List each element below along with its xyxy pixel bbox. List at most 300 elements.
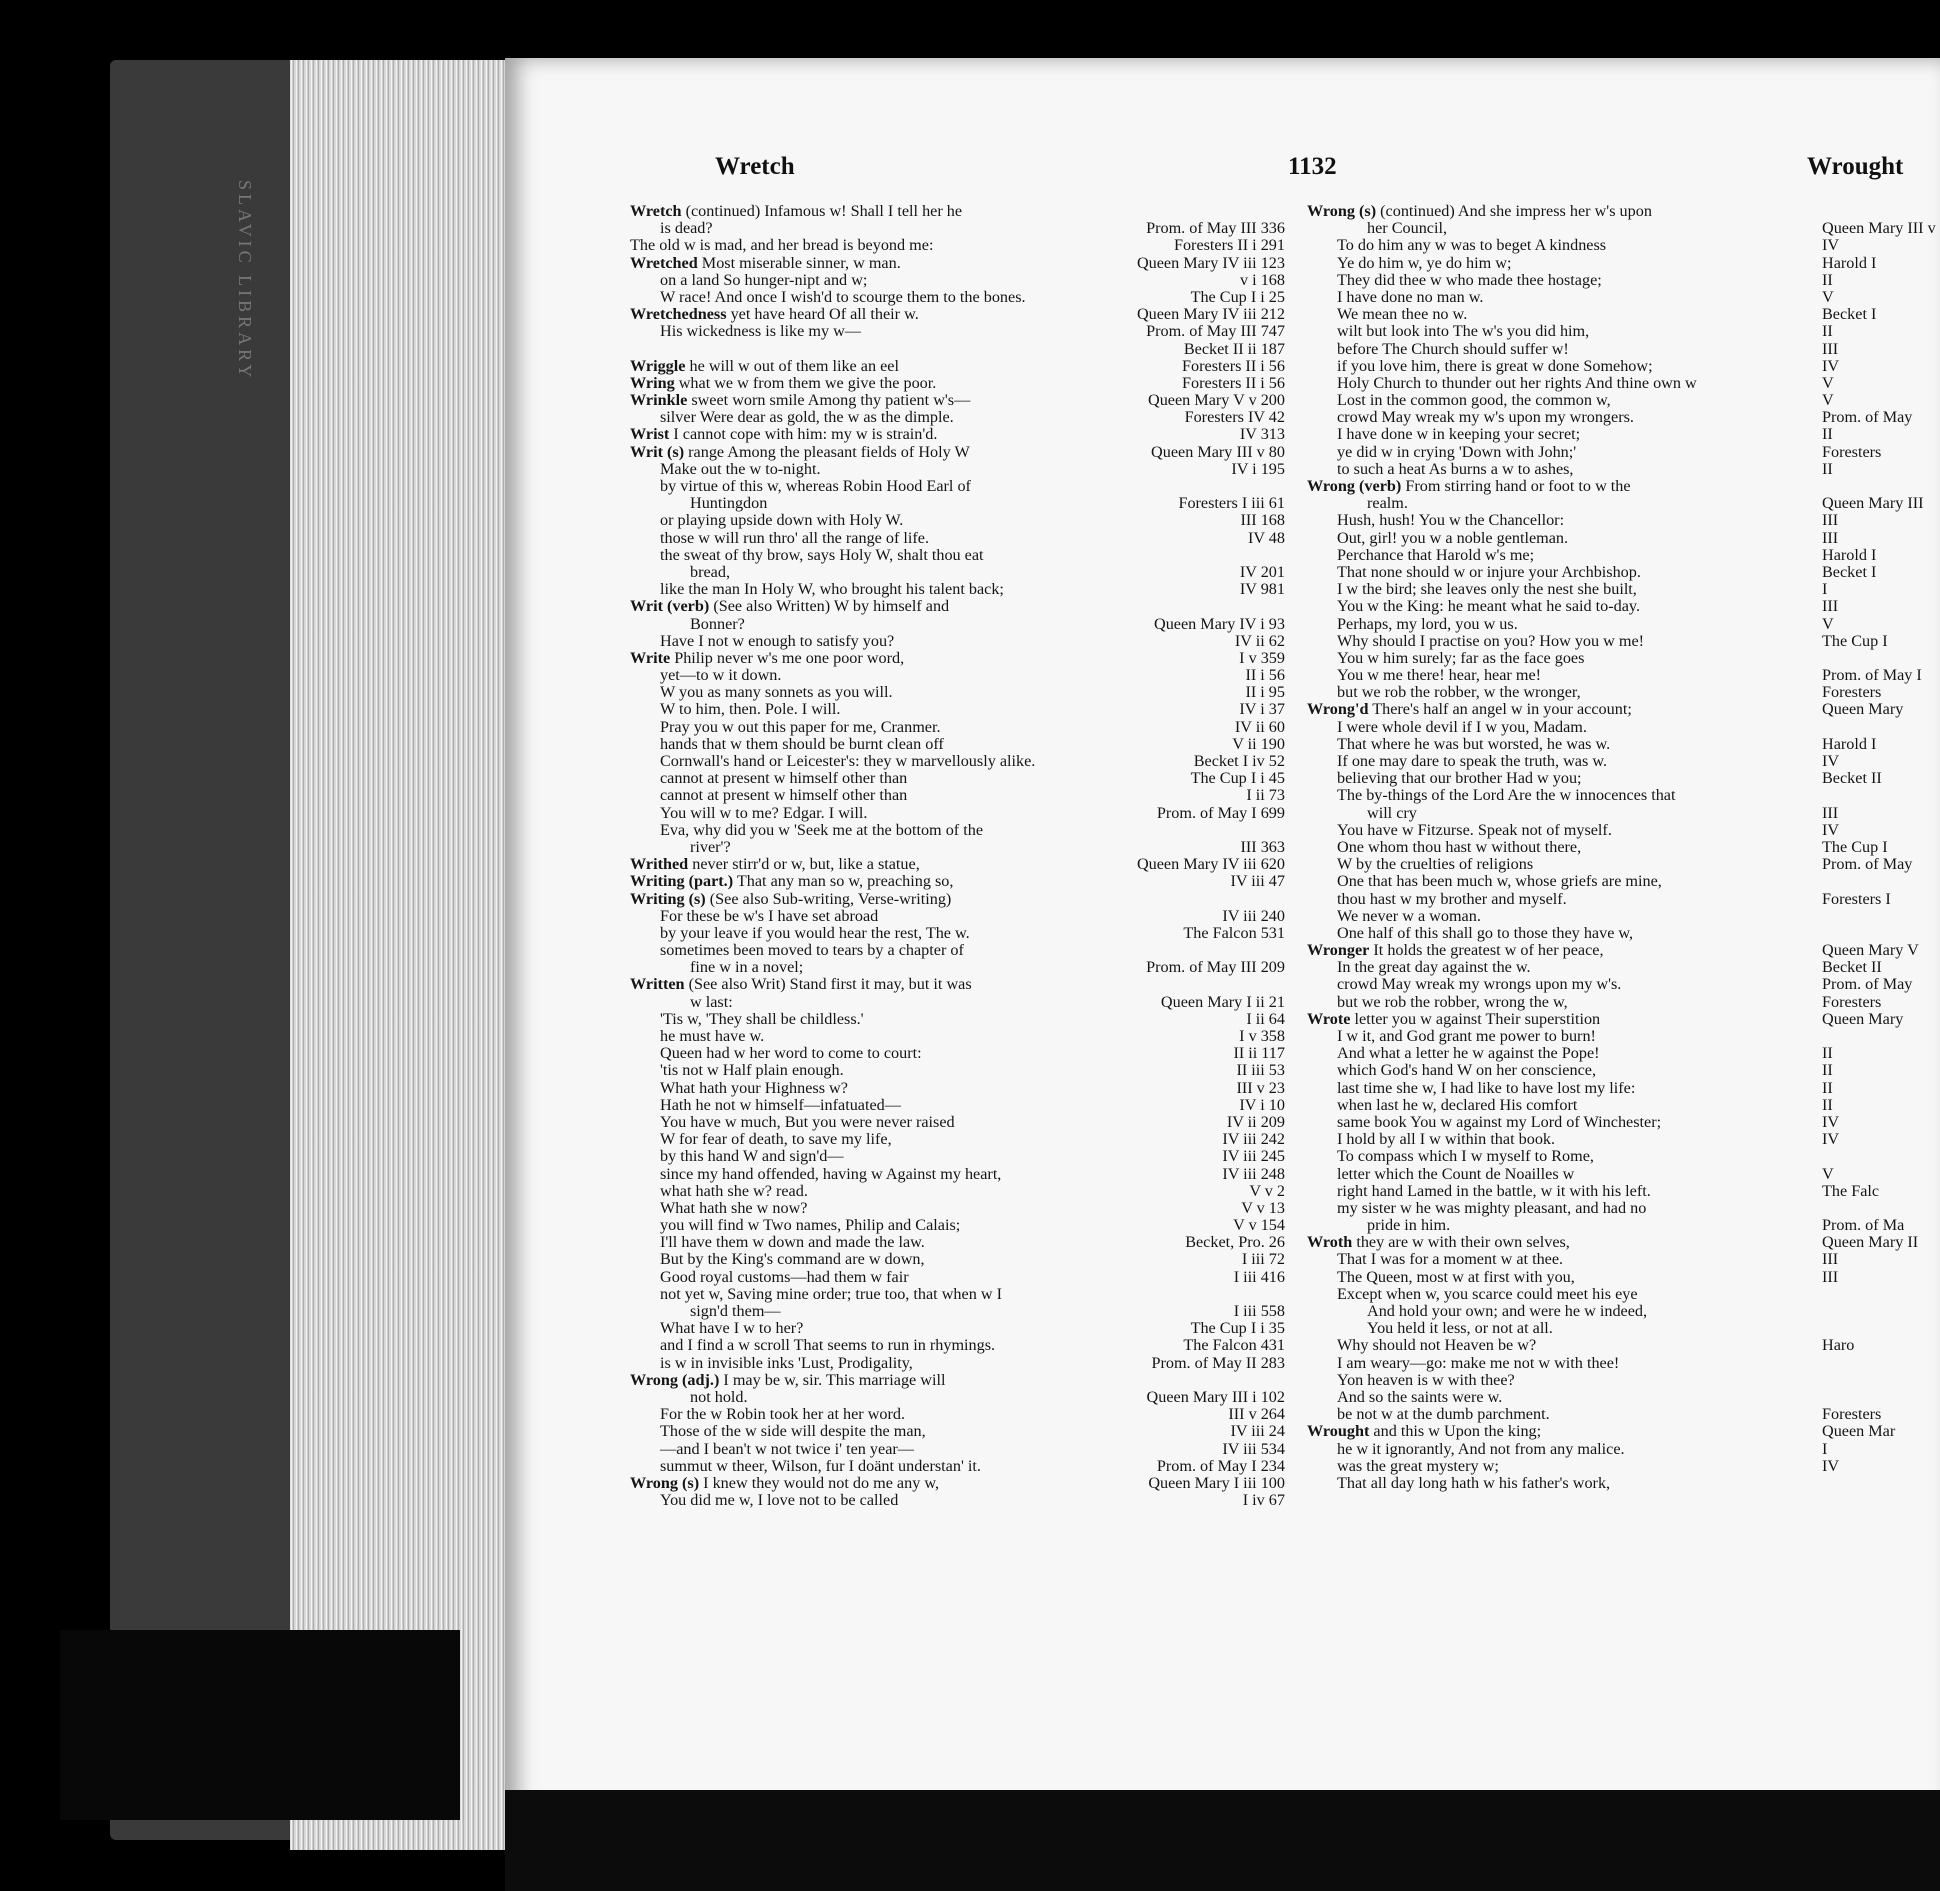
citation-reference: IV i 37 — [1239, 700, 1285, 719]
quotation: fine w in a novel; — [690, 958, 804, 977]
quotation: by virtue of this w, whereas Robin Hood Earl of — [660, 477, 971, 495]
citation-reference: Foresters II i 291 — [1173, 236, 1285, 255]
entry-text — [1337, 1269, 1575, 1286]
entry-line — [1307, 787, 1940, 804]
entry-line — [1307, 220, 1940, 237]
citation-reference: II — [1822, 1078, 1833, 1097]
quotation: is dead? — [660, 219, 713, 238]
citation-reference: Becket, Pro. 26 — [1185, 1233, 1285, 1252]
entry-line — [630, 203, 1285, 220]
entry-line — [630, 736, 1285, 753]
page-header — [505, 153, 1940, 193]
entry-text — [630, 203, 962, 220]
entry-line — [630, 237, 1285, 254]
entry-line — [1307, 306, 1940, 323]
entry-text — [630, 306, 919, 323]
entry-text — [1367, 805, 1417, 822]
entry-text — [660, 1045, 922, 1062]
headword: Wretchedness — [630, 305, 727, 324]
entry-text — [660, 1406, 905, 1423]
entry-text — [660, 409, 954, 426]
entry-line — [630, 426, 1285, 443]
citation-reference: The Cup I i 45 — [1190, 769, 1285, 788]
quotation: pride in him. — [1367, 1216, 1451, 1235]
quotation: One half of this shall go to those they have w, — [1337, 923, 1634, 942]
entry-line — [630, 220, 1285, 237]
entry-text — [660, 701, 840, 718]
entry-text — [660, 1062, 844, 1079]
quotation: —and I bean't w not twice i' ten year— — [660, 1439, 914, 1458]
quotation: We mean thee no w. — [1337, 305, 1468, 324]
spine-label: SLAVIC LIBRARY — [235, 180, 255, 382]
entry-text — [1307, 1423, 1541, 1440]
entry-line — [630, 461, 1285, 478]
quotation: The by-things of the Lord Are the w innocences that — [1337, 786, 1676, 805]
entry-text — [1367, 220, 1447, 237]
quotation: her Council, — [1367, 219, 1448, 238]
citation-reference: I — [1822, 1439, 1828, 1458]
quotation: he will w out of them like an eel — [689, 356, 899, 375]
citation-reference: I iii 558 — [1233, 1302, 1285, 1320]
entry-text — [1337, 1097, 1577, 1114]
entry-line — [1307, 1114, 1940, 1131]
citation-reference: IV ii 60 — [1234, 717, 1285, 736]
entry-line — [630, 1011, 1285, 1028]
citation-reference: Queen Mary III v — [1822, 219, 1936, 238]
citation-reference: Harold I — [1822, 734, 1877, 753]
entry-text — [1337, 667, 1541, 684]
quotation: what hath she w? read. — [660, 1181, 808, 1200]
entry-text — [660, 736, 944, 753]
entry-line — [1307, 1148, 1940, 1165]
quotation: sometimes been moved to tears by a chapter of — [660, 941, 964, 960]
entry-text — [660, 1234, 925, 1251]
citation-reference: Queen Mary I iii 100 — [1148, 1473, 1285, 1492]
quotation: The Queen, most w at first with you, — [1337, 1267, 1575, 1286]
entry-line — [1307, 616, 1940, 633]
entry-text — [660, 805, 867, 822]
entry-line — [630, 684, 1285, 701]
entry-line — [1307, 1372, 1940, 1389]
entry-line — [1307, 1200, 1940, 1217]
entry-text — [630, 426, 937, 443]
citation-reference: Becket I — [1822, 562, 1877, 581]
citation-reference: Queen Mar — [1822, 1422, 1896, 1441]
citation-reference: III 168 — [1240, 511, 1285, 530]
entry-text — [1337, 512, 1564, 529]
quotation: (See also Writ) Stand first it may, but it was — [688, 975, 972, 994]
quotation: Bonner? — [690, 614, 745, 633]
citation-reference: IV — [1822, 820, 1840, 839]
citation-reference: II — [1822, 322, 1833, 341]
citation-reference: IV 313 — [1239, 425, 1285, 444]
entry-line — [1307, 942, 1940, 959]
citation-reference: IV iii 24 — [1230, 1422, 1285, 1441]
entry-line — [630, 1337, 1285, 1354]
header-left-word: Wretch — [715, 153, 795, 180]
quotation: or playing upside down with Holy W. — [660, 511, 904, 530]
citation-reference: I iii 72 — [1241, 1250, 1285, 1269]
headword: Wrinkle — [630, 391, 688, 410]
headword: Writhed — [630, 855, 689, 874]
quotation: my sister w he was mighty pleasant, and had no — [1337, 1198, 1647, 1217]
citation-reference: III — [1822, 339, 1839, 358]
entry-text — [660, 1337, 995, 1354]
entry-line — [630, 1372, 1285, 1389]
citation-reference: Prom. of May III 209 — [1146, 958, 1285, 977]
citation-reference: Prom. of May II 283 — [1151, 1353, 1285, 1372]
headword: Wroth — [1307, 1233, 1353, 1252]
entry-line — [1307, 1166, 1940, 1183]
entry-text — [690, 839, 731, 856]
entry-text — [1307, 478, 1631, 495]
entry-line — [1307, 1045, 1940, 1062]
entry-line — [1307, 736, 1940, 753]
entry-line — [630, 1251, 1285, 1268]
entry-line — [1307, 753, 1940, 770]
entry-line — [630, 1097, 1285, 1114]
entry-line — [1307, 873, 1940, 890]
citation-reference: Queen Mary III — [1822, 494, 1924, 513]
entry-line — [1307, 650, 1940, 667]
entry-text — [630, 392, 970, 409]
quotation: he w it ignorantly, And not from any malice. — [1337, 1439, 1625, 1458]
entry-text — [1337, 891, 1567, 908]
entry-line — [630, 787, 1285, 804]
quotation: You have w much, But you were never raised — [660, 1112, 955, 1131]
quotation: range Among the pleasant fields of Holy W — [688, 442, 970, 461]
entry-line — [1307, 530, 1940, 547]
quotation: but we rob the robber, w the wronger, — [1337, 683, 1581, 702]
citation-reference: The Cup I i 35 — [1190, 1319, 1285, 1338]
quotation: What have I w to her? — [660, 1319, 804, 1338]
entry-line — [1307, 392, 1940, 409]
citation-reference: Foresters — [1822, 442, 1882, 461]
citation-reference: IV — [1822, 1456, 1840, 1475]
entry-line — [1307, 1320, 1940, 1337]
headword: Wring — [630, 373, 675, 392]
entry-text — [630, 375, 936, 392]
citation-reference: V ii 190 — [1232, 734, 1285, 753]
citation-reference: Queen Mary IV iii 123 — [1136, 253, 1285, 272]
entry-line — [1307, 1097, 1940, 1114]
entry-text — [1337, 1114, 1661, 1131]
citation-reference: Queen Mary III i 102 — [1146, 1387, 1285, 1406]
citation-reference: III — [1822, 1267, 1839, 1286]
entry-line — [1307, 495, 1940, 512]
citation-reference: IV iii 240 — [1222, 906, 1285, 925]
quotation: W for fear of death, to save my life, — [660, 1130, 892, 1149]
entry-line — [630, 1217, 1285, 1234]
quotation: cannot at present w himself other than — [660, 786, 908, 805]
entry-text — [660, 908, 878, 925]
entry-text — [660, 220, 713, 237]
citation-reference: I v 358 — [1239, 1027, 1285, 1045]
headword: Wrong (s) — [1307, 202, 1377, 220]
entry-line — [1307, 1286, 1940, 1303]
entry-line — [1307, 341, 1940, 358]
quotation: I am weary—go: make me not w with thee! — [1337, 1353, 1620, 1372]
citation-reference: Queen Mary II — [1822, 1233, 1919, 1252]
citation-reference: II — [1822, 1044, 1833, 1063]
entry-text — [660, 323, 861, 340]
quotation: right hand Lamed in the battle, w it with his left. — [1337, 1181, 1651, 1200]
entry-line — [630, 444, 1285, 461]
entry-text — [1337, 1458, 1499, 1475]
citation-reference: Queen Mary I ii 21 — [1160, 992, 1285, 1011]
citation-reference: IV — [1822, 1112, 1840, 1131]
citation-reference: Prom. of May I 234 — [1156, 1456, 1285, 1475]
entry-text — [660, 787, 907, 804]
quotation: by your leave if you would hear the rest, The w. — [660, 923, 970, 942]
entry-line — [1307, 1475, 1940, 1492]
quotation: by this hand W and sign'd— — [660, 1147, 844, 1166]
quotation: be not w at the dumb parchment. — [1337, 1405, 1550, 1424]
citation-reference: III — [1822, 803, 1839, 822]
entry-line — [1307, 719, 1940, 736]
citation-reference: Queen Mary III v 80 — [1151, 442, 1285, 461]
quotation: Those of the w side will despite the man, — [660, 1422, 926, 1441]
entry-line — [1307, 925, 1940, 942]
entry-text — [1337, 908, 1481, 925]
citation-reference: III v 23 — [1236, 1078, 1285, 1097]
quotation: His wickedness is like my w— — [660, 322, 861, 341]
entry-line — [630, 409, 1285, 426]
entry-text — [1337, 461, 1573, 478]
quotation: I hold by all I w within that book. — [1337, 1130, 1556, 1149]
entry-line — [1307, 805, 1940, 822]
quotation: w last: — [690, 992, 733, 1011]
quotation: is w in invisible inks 'Lust, Prodigality, — [660, 1353, 913, 1372]
book-page — [505, 58, 1940, 1828]
entry-line — [1307, 272, 1940, 289]
entry-text — [660, 1131, 892, 1148]
entry-text — [630, 891, 951, 908]
citation-reference: IV 201 — [1239, 562, 1285, 581]
quotation: what we w from them we give the poor. — [678, 373, 937, 392]
entry-text — [690, 959, 803, 976]
headword: Writing (part.) — [630, 872, 734, 891]
citation-reference: Haro — [1822, 1336, 1855, 1355]
entry-text — [660, 1458, 981, 1475]
citation-reference: II i 95 — [1245, 683, 1285, 702]
entry-text — [1337, 650, 1584, 667]
quotation: the sweat of thy brow, says Holy W, shalt thou eat — [660, 545, 984, 564]
entry-line — [1307, 1028, 1940, 1045]
citation-reference: Prom. of May I — [1822, 666, 1922, 685]
citation-reference: The Cup I i 25 — [1190, 287, 1285, 306]
quotation: It holds the greatest w of her peace, — [1373, 941, 1604, 960]
entry-text — [660, 1269, 909, 1286]
citation-reference: The Falcon 431 — [1183, 1336, 1285, 1355]
quotation: Lost in the common good, the common w, — [1337, 391, 1611, 410]
entry-text — [1337, 994, 1568, 1011]
entry-line — [630, 650, 1285, 667]
entry-line — [1307, 581, 1940, 598]
quotation: realm. — [1367, 494, 1408, 513]
entry-line — [1307, 444, 1940, 461]
entry-text — [660, 581, 1004, 598]
entry-line — [1307, 358, 1940, 375]
headword: Wrong'd — [1307, 700, 1369, 719]
entry-text — [1337, 719, 1587, 736]
entry-text — [660, 822, 983, 839]
citation-reference: IV — [1822, 236, 1840, 255]
entry-text — [1337, 633, 1644, 650]
entry-line — [630, 856, 1285, 873]
entry-line — [1307, 478, 1940, 495]
entry-line — [630, 1269, 1285, 1286]
entry-text — [1337, 237, 1606, 254]
entry-text — [660, 1286, 1002, 1303]
entry-line — [630, 255, 1285, 272]
citation-reference: Foresters — [1822, 683, 1882, 702]
entry-line — [630, 358, 1285, 375]
entry-text — [660, 530, 929, 547]
entry-line — [630, 564, 1285, 581]
entry-line — [630, 1234, 1285, 1251]
entry-text — [660, 1080, 848, 1097]
entry-text — [630, 237, 933, 254]
quotation: I cannot cope with him: my w is strain'd. — [673, 425, 938, 444]
citation-reference: Becket II — [1822, 958, 1882, 977]
entry-line — [630, 959, 1285, 976]
entry-line — [630, 306, 1285, 323]
quotation: That all day long hath w his father's work, — [1337, 1473, 1611, 1492]
entry-text — [1337, 873, 1662, 890]
entry-line — [630, 547, 1285, 564]
entry-text — [660, 1217, 960, 1234]
citation-reference: Becket II — [1822, 769, 1882, 788]
citation-reference: IV — [1822, 752, 1840, 770]
entry-line — [1307, 1441, 1940, 1458]
quotation: yet have heard Of all their w. — [730, 305, 919, 324]
quotation: since my hand offended, having w Against my heart, — [660, 1164, 1002, 1183]
citation-reference: IV — [1822, 1130, 1840, 1149]
citation-reference: Prom. of May III 336 — [1146, 219, 1285, 238]
entry-line — [630, 1045, 1285, 1062]
quotation: believing that our brother Had w you; — [1337, 769, 1582, 788]
entry-line — [630, 633, 1285, 650]
quotation: crowd May wreak my wrongs upon my w's. — [1337, 975, 1622, 994]
quotation: The old w is mad, and her bread is beyond me: — [630, 236, 934, 255]
entry-line — [1307, 461, 1940, 478]
quotation: I were whole devil if I w you, Madam. — [1337, 717, 1587, 736]
quotation: never stirr'd or w, but, like a statue, — [692, 855, 920, 874]
quotation: You have w Fitzurse. Speak not of myself. — [1337, 820, 1612, 839]
entry-line — [630, 667, 1285, 684]
entry-line — [1307, 1080, 1940, 1097]
entry-text — [660, 512, 903, 529]
quotation: to such a heat As burns a w to ashes, — [1337, 459, 1574, 478]
entry-text — [660, 1183, 808, 1200]
citation-reference: v i 168 — [1240, 270, 1285, 289]
entry-text — [1337, 323, 1589, 340]
citation-reference: I iii 416 — [1233, 1267, 1285, 1286]
quotation: ye did w in crying 'Down with John;' — [1337, 442, 1577, 461]
quotation: And what a letter he w against the Pope! — [1337, 1044, 1600, 1063]
entry-line — [1307, 1183, 1940, 1200]
entry-text — [1337, 375, 1697, 392]
citation-reference: Prom. of May III 747 — [1146, 322, 1285, 341]
entry-text — [660, 770, 907, 787]
entry-text — [1337, 736, 1610, 753]
entry-line — [1307, 547, 1940, 564]
entry-text — [1337, 1080, 1635, 1097]
quotation: But by the King's command are w down, — [660, 1250, 925, 1269]
citation-reference: IV 48 — [1247, 528, 1285, 547]
quotation: if you love him, there is great w done Somehow; — [1337, 356, 1653, 375]
quotation: Why should I practise on you? How you w me! — [1337, 631, 1645, 650]
bottom-shadow — [505, 1790, 1940, 1891]
entry-line — [1307, 1131, 1940, 1148]
entry-text — [660, 478, 971, 495]
entry-line — [1307, 959, 1940, 976]
entry-text — [660, 925, 970, 942]
headword: Wrought — [1307, 1422, 1370, 1441]
entry-text — [690, 1303, 781, 1320]
quotation: Philip never w's me one poor word, — [674, 648, 905, 667]
entry-text — [630, 1475, 939, 1492]
entry-text — [1337, 444, 1576, 461]
entry-text — [1337, 341, 1569, 358]
quotation: sign'd them— — [690, 1302, 781, 1320]
headword: Write — [630, 648, 671, 667]
entry-line — [630, 701, 1285, 718]
citation-reference: II ii 117 — [1233, 1044, 1285, 1063]
entry-line — [630, 1080, 1285, 1097]
quotation: There's half an angel w in your account; — [1372, 700, 1632, 719]
entry-line — [630, 839, 1285, 856]
entry-text — [1337, 976, 1621, 993]
entry-text — [630, 1372, 945, 1389]
quotation: wilt but look into The w's you did him, — [1337, 322, 1590, 341]
entry-text — [690, 1389, 748, 1406]
entry-text — [660, 1028, 764, 1045]
quotation: Perhaps, my lord, you w us. — [1337, 614, 1518, 633]
header-right-word: Wrought — [1807, 153, 1904, 180]
quotation: letter you w against Their superstition — [1354, 1009, 1601, 1028]
entry-text — [660, 272, 867, 289]
entry-text — [1337, 530, 1568, 547]
entry-text — [660, 1251, 925, 1268]
quotation: Why should not Heaven be w? — [1337, 1336, 1537, 1355]
entry-line — [1307, 1303, 1940, 1320]
citation-reference: Foresters I iii 61 — [1178, 494, 1285, 513]
quotation: they are w with their own selves, — [1356, 1233, 1570, 1252]
quotation: before The Church should suffer w! — [1337, 339, 1569, 358]
headword: Wretch — [630, 202, 682, 220]
entry-text — [660, 1423, 926, 1440]
entry-line — [630, 1320, 1285, 1337]
quotation: That I was for a moment w at thee. — [1337, 1250, 1564, 1269]
quotation: I have done w in keeping your secret; — [1337, 425, 1581, 444]
quotation: those w will run thro' all the range of life. — [660, 528, 930, 547]
entry-text — [1337, 358, 1653, 375]
quotation: That any man so w, preaching so, — [736, 872, 954, 891]
citation-reference: Queen Mary V — [1822, 941, 1919, 960]
quotation: Queen had w her word to come to court: — [660, 1044, 922, 1063]
quotation: will cry — [1367, 803, 1417, 822]
quotation: on a land So hunger-nipt and w; — [660, 270, 868, 289]
quotation: Hath he not w himself—infatuated— — [660, 1095, 901, 1114]
entry-text — [1337, 1251, 1563, 1268]
entry-text — [1307, 203, 1652, 220]
entry-text — [1337, 1355, 1619, 1372]
entry-line — [630, 323, 1285, 340]
entry-line — [630, 1475, 1285, 1492]
entry-text — [690, 994, 733, 1011]
